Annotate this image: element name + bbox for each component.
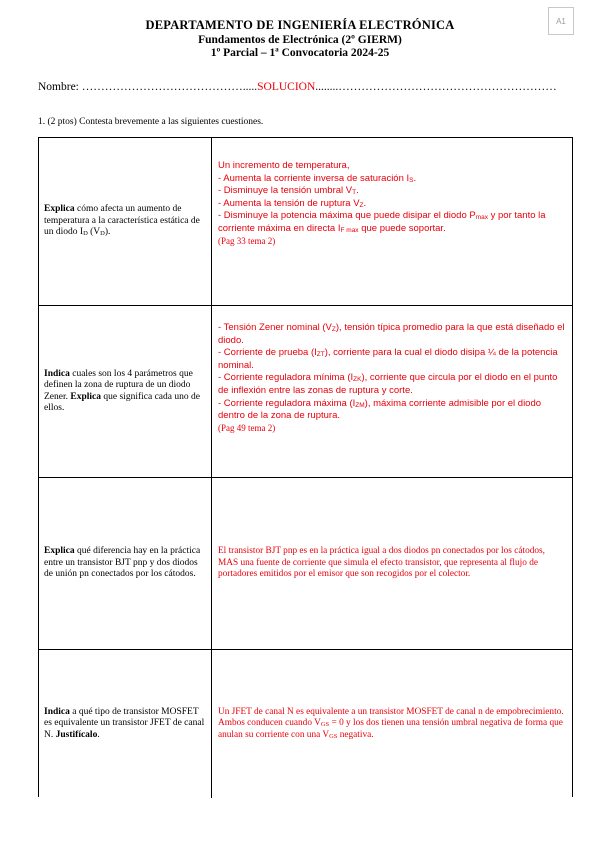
question-1-statement: 1. (2 ptos) Contesta brevemente a las siguientes cuestiones.	[38, 117, 264, 127]
answer-bullet: - Aumenta la tensión de ruptura $V_Z$.	[218, 197, 367, 209]
prompt-keyword: Explica	[70, 391, 102, 402]
answer-cell	[212, 478, 572, 649]
answer-bullet: - Aumenta la corriente inversa de saturación $I_S$.	[218, 172, 417, 184]
prompt-sub: D	[83, 230, 88, 238]
course-title: Fundamentos de Electrónica (2º GIERM)	[198, 34, 402, 46]
prompt-cell	[39, 478, 212, 649]
answer-reference: (Pag 49 tema 2)	[218, 422, 276, 433]
name-dots-after: ........…………………………………………………	[315, 81, 557, 93]
prompt-cell	[39, 138, 212, 305]
answer-bullet: - Corriente reguladora mínima $(I_{ZK})$, corriente que circula por el diodo en el punto de inflexión entre las zonas de ruptura y corte.	[218, 372, 558, 396]
name-label: Nombre:	[38, 81, 82, 93]
answer-cell	[212, 650, 572, 798]
answers-table	[38, 137, 573, 797]
table-row	[39, 478, 572, 650]
exam-session: 1º Parcial – 1ª Convocatoria 2024-25	[210, 47, 390, 59]
prompt-keyword: Indica	[44, 368, 70, 379]
department-title: DEPARTAMENTO DE INGENIERÍA ELECTRÓNICA	[145, 18, 455, 32]
answer-bullet: - Disminuye la potencia máxima que puede disipar el diodo $P_{max}$ y por tanto la corriente máxima en directa $I_{F max}$ que puede soportar.	[218, 210, 546, 234]
answer-bullet: - Corriente reguladora máxima $(I_{ZM})$, máxima corriente admisible por el diodo dentro de la zona de ruptura.	[218, 397, 542, 422]
answer-bullet: - Tensión Zener nominal $(V_Z)$, tensión típica promedio para la que está diseñado el diodo.	[218, 322, 565, 346]
answer-cell	[212, 306, 572, 477]
answer-intro: Un incremento de temperatura,	[218, 160, 350, 171]
prompt-text: cuales son los 4 parámetros que definen la zona de ruptura de un diodo Zener.	[44, 368, 193, 402]
answer-bullet: - Corriente de prueba $(I_{ZT})$, corriente para la cual el diodo disipa ¼ de la potencia nominal.	[218, 347, 558, 371]
prompt-text: que significa cada uno de ellos.	[44, 391, 200, 413]
answer-text: El transistor BJT pnp es en la práctica igual a dos diodos pn conectados por los cátodos, MAS una fuente de corriente que simula el efecto transistor, que representa al flujo de portadores emitidos por el emisor que son recogidos por el colector.	[218, 546, 545, 580]
prompt-keyword: Justifícalo	[55, 729, 98, 740]
answer-text: Un JFET de canal N es equivalente a un transistor MOSFET de canal n de empobrecimiento. Ambos conducen cuando $V_{GS} = 0$ y los dos tienen una tensión umbral negativa de forma que anulan su corriente con una $V_{GS}$ negativa.	[218, 706, 564, 740]
answer-bullet: - Disminuye la tensión umbral $V_T$.	[218, 185, 359, 197]
prompt-text: ).	[104, 227, 111, 238]
name-line	[38, 81, 568, 93]
page-corner-tag: A1	[548, 7, 574, 35]
prompt-sub: D	[100, 230, 105, 238]
answer-cell	[212, 138, 572, 305]
prompt-cell	[39, 650, 212, 798]
name-dots-before: …………………………………….....	[81, 81, 258, 93]
prompt-text: (V	[87, 227, 101, 238]
prompt-keyword: Explica	[44, 546, 75, 557]
prompt-keyword: Indica	[44, 706, 70, 717]
table-row	[39, 650, 572, 798]
solution-mark: SOLUCIÓN	[257, 81, 316, 93]
exam-header	[0, 18, 600, 59]
prompt-text: cómo afecta un aumento de temperatura a la característica estática de un diodo I	[44, 204, 200, 238]
answer-reference: (Pag 33 tema 2)	[218, 235, 276, 246]
answer-text	[218, 322, 566, 434]
answer-text	[218, 160, 566, 247]
prompt-text: qué diferencia hay en la práctica entre un transistor BJT pnp y dos diodos de unión pn conectados por los cátodos.	[44, 546, 201, 580]
prompt-text: a qué tipo de transistor MOSFET es equivalente un transistor JFET de canal N.	[44, 706, 205, 740]
prompt-text: .	[97, 729, 100, 740]
prompt-keyword: Explica	[44, 204, 75, 215]
table-row	[39, 306, 572, 478]
table-row	[39, 138, 572, 306]
prompt-cell	[39, 306, 212, 477]
